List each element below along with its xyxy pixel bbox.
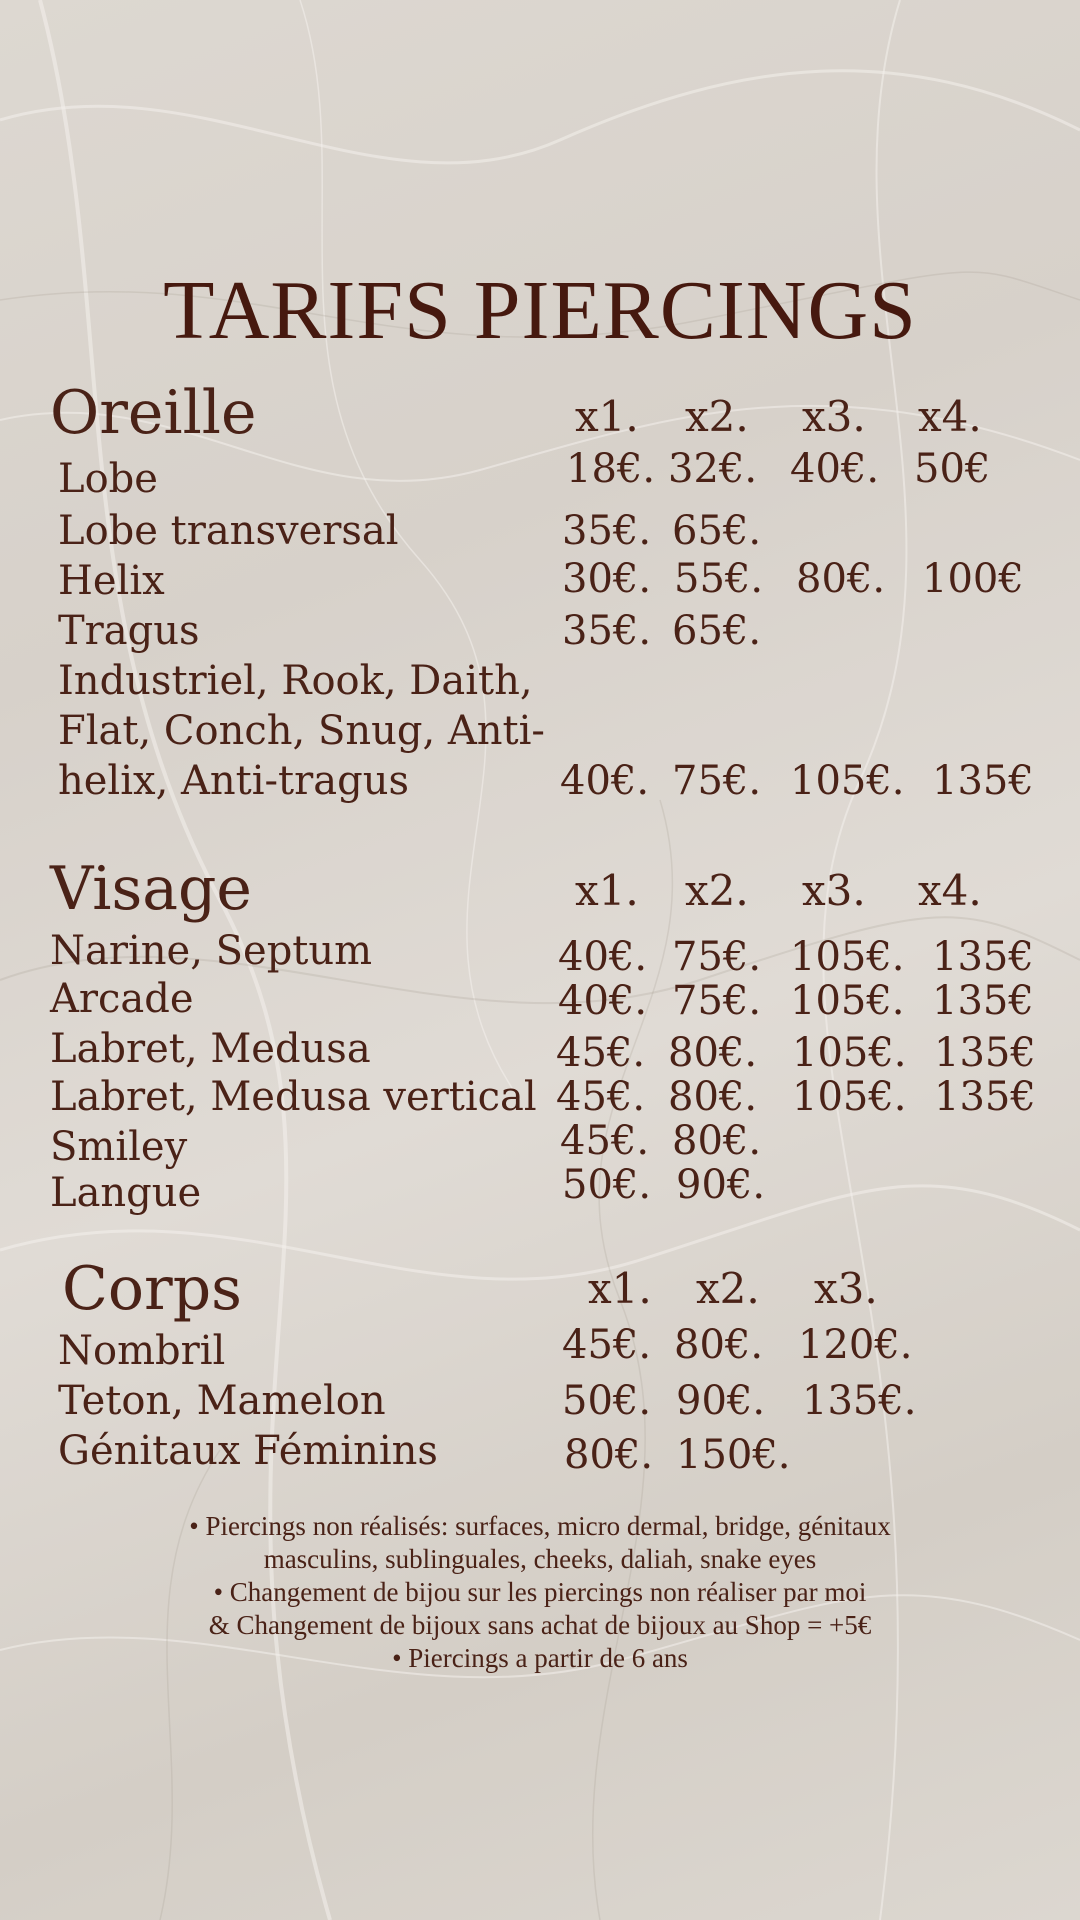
price-x2: 65€.	[672, 608, 762, 654]
price-x1: 50€.	[562, 1162, 652, 1208]
price-x3: 105€.	[792, 1030, 907, 1076]
price-x4: 100€	[922, 556, 1024, 602]
item-labret-medusa: Labret, Medusa	[50, 1026, 371, 1072]
section-heading-oreille: Oreille	[50, 378, 257, 448]
price-x2: 75€.	[672, 758, 762, 804]
price-x3: 105€.	[790, 934, 905, 980]
item-tragus: Tragus	[58, 608, 200, 654]
column-header-x1: x1.	[588, 1264, 652, 1313]
item-cartilage-line-2: Flat, Conch, Snug, Anti-	[58, 708, 545, 754]
item-helix: Helix	[58, 558, 165, 604]
note-line: & Changement de bijoux sans achat de bijoux au Shop = +5€	[208, 1610, 872, 1640]
price-x1: 45€.	[556, 1030, 646, 1076]
column-header-x2: x2.	[696, 1264, 760, 1313]
section-heading-corps: Corps	[62, 1254, 242, 1324]
price-x3: 80€.	[796, 556, 886, 602]
price-x1: 40€.	[560, 758, 650, 804]
price-x1: 35€.	[562, 508, 652, 554]
note-line: • Piercings a partir de 6 ans	[392, 1643, 688, 1673]
item-narine-septum: Narine, Septum	[50, 928, 373, 974]
price-x2: 80€.	[672, 1118, 762, 1164]
item-labret-medusa-vertical: Labret, Medusa vertical	[50, 1074, 537, 1120]
price-x4: 50€	[914, 446, 991, 492]
column-header-x1: x1.	[575, 392, 639, 441]
column-header-x1: x1.	[575, 866, 639, 915]
price-x1: 45€.	[560, 1118, 650, 1164]
price-x1: 40€.	[558, 978, 648, 1024]
note-line: • Piercings non réalisés: surfaces, micro dermal, bridge, génitaux	[189, 1511, 891, 1541]
price-x2: 65€.	[672, 508, 762, 554]
page-title: TARIFS PIERCINGS	[163, 264, 917, 357]
column-header-x4: x4.	[918, 392, 982, 441]
price-x2: 90€.	[676, 1162, 766, 1208]
price-x4: 135€	[932, 978, 1034, 1024]
item-lobe: Lobe	[58, 456, 158, 502]
price-x3: 105€.	[790, 758, 905, 804]
footnotes	[0, 1510, 1080, 1675]
price-x2: 80€.	[668, 1030, 758, 1076]
column-header-x3: x3.	[802, 866, 866, 915]
note-line: masculins, sublinguales, cheeks, daliah, snake eyes	[263, 1544, 817, 1574]
price-x2: 32€.	[668, 446, 758, 492]
price-x4: 135€	[932, 934, 1034, 980]
item-genitaux-feminins: Génitaux Féminins	[58, 1428, 438, 1474]
price-x4: 135€	[934, 1074, 1036, 1120]
column-header-x4: x4.	[918, 866, 982, 915]
price-x2: 75€.	[672, 978, 762, 1024]
price-x4: 135€	[934, 1030, 1036, 1076]
price-x2: 55€.	[674, 556, 764, 602]
price-x1: 18€.	[566, 446, 656, 492]
item-teton-mamelon: Teton, Mamelon	[58, 1378, 386, 1424]
price-x3: 105€.	[792, 1074, 907, 1120]
column-header-x3: x3.	[802, 392, 866, 441]
price-x1: 40€.	[558, 934, 648, 980]
price-x1: 50€.	[562, 1378, 652, 1424]
price-x2: 90€.	[676, 1378, 766, 1424]
price-x2: 80€.	[674, 1322, 764, 1368]
item-nombril: Nombril	[58, 1328, 226, 1374]
item-arcade: Arcade	[50, 976, 194, 1022]
price-x2: 75€.	[672, 934, 762, 980]
price-x3: 135€.	[802, 1378, 917, 1424]
item-langue: Langue	[50, 1170, 202, 1216]
price-x3: 105€.	[790, 978, 905, 1024]
price-x1: 35€.	[562, 608, 652, 654]
price-x4: 135€	[932, 758, 1034, 804]
item-cartilage-line-3: helix, Anti-tragus	[58, 758, 409, 804]
section-heading-visage: Visage	[50, 854, 252, 924]
price-x3: 120€.	[798, 1322, 913, 1368]
price-x1: 45€.	[556, 1074, 646, 1120]
item-lobe-transversal: Lobe transversal	[58, 508, 399, 554]
note-line: • Changement de bijou sur les piercings non réaliser par moi	[213, 1577, 867, 1607]
column-header-x2: x2.	[685, 866, 749, 915]
price-x2: 150€.	[676, 1432, 791, 1478]
price-x2: 80€.	[668, 1074, 758, 1120]
item-smiley: Smiley	[50, 1124, 188, 1170]
price-x1: 30€.	[562, 556, 652, 602]
column-header-x3: x3.	[814, 1264, 878, 1313]
price-x1: 45€.	[562, 1322, 652, 1368]
column-header-x2: x2.	[685, 392, 749, 441]
item-cartilage-line-1: Industriel, Rook, Daith,	[58, 658, 533, 704]
price-x3: 40€.	[790, 446, 880, 492]
price-x1: 80€.	[564, 1432, 654, 1478]
